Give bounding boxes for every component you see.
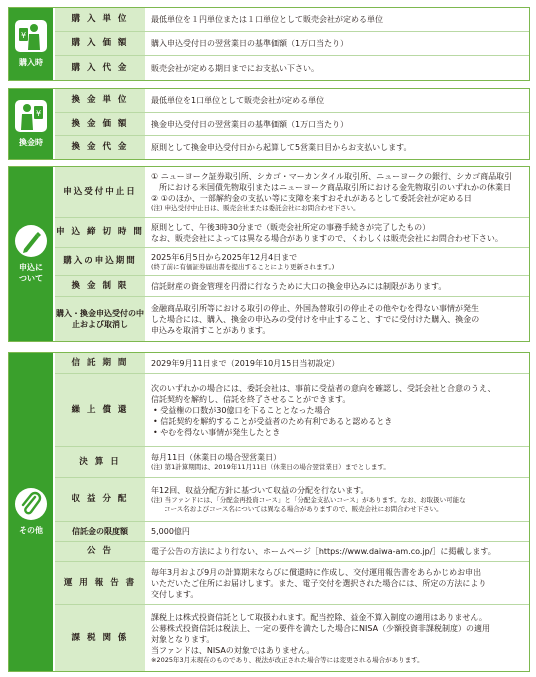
distribution-label: 収 益 分 配 (55, 478, 145, 521)
purchase-yen-icon (15, 20, 47, 52)
redemption-price-label: 換 金 価 額 (55, 113, 145, 135)
other-side-label: その他 (19, 526, 43, 535)
table-row (55, 56, 529, 80)
table-row (55, 447, 529, 478)
table-row (55, 542, 529, 562)
distribution-value: 年12回、収益分配方針に基づいて収益の分配を行ないます。 (注) 当ファンドには、「分配金再投資コース」と「分配金支払いコース」があります。なお、お取扱い可能な コース名およびコース名については異なる場合がありますので、販売会社にお問合わせ下さい。 (151, 486, 466, 513)
table-row (55, 248, 529, 276)
table-row (55, 113, 529, 136)
taxation-value: 課税上は株式投資信託として取扱われます。配当控除、益金不算入制度の適用はありません。 公募株式投資信託は税法上、一定の要件を満たした場合にNISA（少額投資非課税制度）の適用 対象となります。 当ファンドは、NISAの対象ではありません。 ※2025年3月末現在のものであり、税法が改正された場合等には変更される場合があります。 (151, 612, 491, 664)
other-rows (55, 353, 529, 671)
purchase-price-value: 購入申込受付日の翌営業日の基準価額（1万口当たり） (151, 39, 349, 48)
table-row (55, 89, 529, 113)
purchase-side-label: 購入時 (19, 58, 43, 67)
application-period-label: 購入の申込期間 (55, 248, 145, 275)
redemption-payment-value: 原則として換金申込受付日から起算して5営業日目からお支払いします。 (151, 143, 412, 152)
table-row (55, 32, 529, 56)
management-report-value: 毎年3月および9月の計算期末ならびに償還時に作成し、交付運用報告書をあらかじめお申出 いただいたご住所にお届けします。また、電子交付を選択された場合には、所定の方法により 交付します。 (151, 567, 487, 599)
closing-date-label: 決 算 日 (55, 447, 145, 477)
application-section (8, 166, 530, 342)
suspension-cancel-value: 金融商品取引所等における取引の停止、外国為替取引の停止その他やむを得ない事情が発生 した場合には、購入、換金の申込みの受付けを中止すること、すでに受付けた購入、換金の 申込みを取消すことがあります。 (151, 303, 480, 335)
redemption-section (8, 88, 530, 160)
table-row (55, 167, 529, 218)
table-row (55, 218, 529, 248)
table-row (55, 276, 529, 297)
trust-limit-value: 5,000億円 (151, 527, 190, 536)
purchase-side-panel (9, 8, 53, 80)
redemption-unit-label: 換 金 単 位 (55, 89, 145, 112)
paperclip-icon (15, 488, 47, 520)
early-redemption-value: 次のいずれかの場合には、委託会社は、事前に受益者の意向を確認し、受託会社と合意のうえ、 信託契約を解約し、信託を終了させることができます。 • 受益権の口数が30億口を下ることとなった場合 • 信託契約を解約することが受益者のため有利であると認めるとき • やむを得ない事情が発生したとき (151, 383, 496, 437)
redemption-payment-label: 換 金 代 金 (55, 136, 145, 159)
taxation-label: 課 税 関 係 (55, 605, 145, 671)
early-redemption-label: 繰 上 償 還 (55, 374, 145, 446)
public-notice-value: 電子公告の方法により行ない、ホームページ［https://www.daiwa-am.co.jp/］に掲載します。 (151, 547, 496, 556)
closing-date-value: 毎月11日（休業日の場合翌営業日） (注) 第1計算期間は、2019年11月11日（休業日の場合翌営業日）までとします。 (151, 453, 390, 471)
purchase-payment-label: 購 入 代 金 (55, 56, 145, 80)
table-row (55, 297, 529, 341)
purchase-payment-value: 販売会社が定める期日までにお支払い下さい。 (151, 63, 319, 73)
svg-text:¥: ¥ (20, 31, 27, 40)
redemption-limit-value: 信託財産の資金管理を円滑に行なうために大口の換金申込みには制限があります。 (151, 281, 447, 291)
redemption-price-value: 換金申込受付日の翌営業日の基準価額（1万口当たり） (151, 119, 349, 129)
purchase-rows (55, 8, 529, 80)
table-row (55, 522, 529, 542)
table-row (55, 605, 529, 671)
suspension-days-label: 申込受付中止日 (55, 167, 145, 217)
table-row (55, 562, 529, 605)
trust-period-label: 信 託 期 間 (55, 353, 145, 373)
table-row (55, 353, 529, 374)
application-side-label: 申込に ついて (19, 262, 43, 283)
other-side-panel (9, 353, 53, 671)
cutoff-time-value: 原則として、午後3時30分まで（販売会社所定の事務手続きが完了したもの） なお、販売会社によっては異なる場合がありますので、くわしくは販売会社にお問合わせ下さい。 (151, 222, 503, 243)
management-report-label: 運 用 報 告 書 (55, 562, 145, 604)
purchase-price-label: 購 入 価 額 (55, 32, 145, 55)
svg-text:¥: ¥ (35, 109, 42, 118)
redemption-limit-label: 換 金 制 限 (55, 276, 145, 296)
public-notice-label: 公 告 (55, 542, 145, 561)
table-row (55, 478, 529, 522)
redemption-yen-icon (15, 100, 47, 132)
application-side-panel (9, 167, 53, 341)
redemption-side-label: 換金時 (19, 138, 43, 147)
redemption-unit-value: 最低単位を1口単位として販売会社が定める単位 (151, 96, 325, 105)
pen-icon (15, 225, 47, 257)
table-row (55, 136, 529, 159)
purchase-unit-label: 購 入 単 位 (55, 8, 145, 31)
trust-period-value: 2029年9月11日まで（2019年10月15日当初設定） (151, 358, 340, 368)
redemption-rows (55, 89, 529, 159)
table-row (55, 8, 529, 32)
cutoff-time-label: 申 込 締 切 時 間 (55, 218, 145, 247)
purchase-unit-value: 最低単位を１円単位または１口単位として販売会社が定める単位 (151, 15, 383, 24)
redemption-side-panel (9, 89, 53, 159)
other-section (8, 352, 530, 672)
purchase-section (8, 7, 530, 81)
suspension-cancel-label: 購入・換金申込受付の中止および取消し (55, 297, 145, 341)
application-period-value: 2025年6月5日から2025年12月4日まで (終了前に有価証券届出書を提出することにより更新されます。) (151, 252, 335, 271)
application-rows (55, 167, 529, 341)
table-row (55, 374, 529, 447)
trust-limit-label: 信託金の限度額 (55, 522, 145, 541)
suspension-days-value: ① ニューヨーク証券取引所、シカゴ・マーカンタイル取引所、ニューヨークの銀行、シカゴ商品取引 所における米国債先物取引またはニューヨーク商品取引所における金先物取引のいずれかの休業日 ② ①のほか、一部解約金の支払い等に支障を来すおそれがあるとして委託会社が定める日 (注) 申込受付中止日は、販売会社または委託会社にお問合わせ下さい。 (151, 172, 513, 212)
